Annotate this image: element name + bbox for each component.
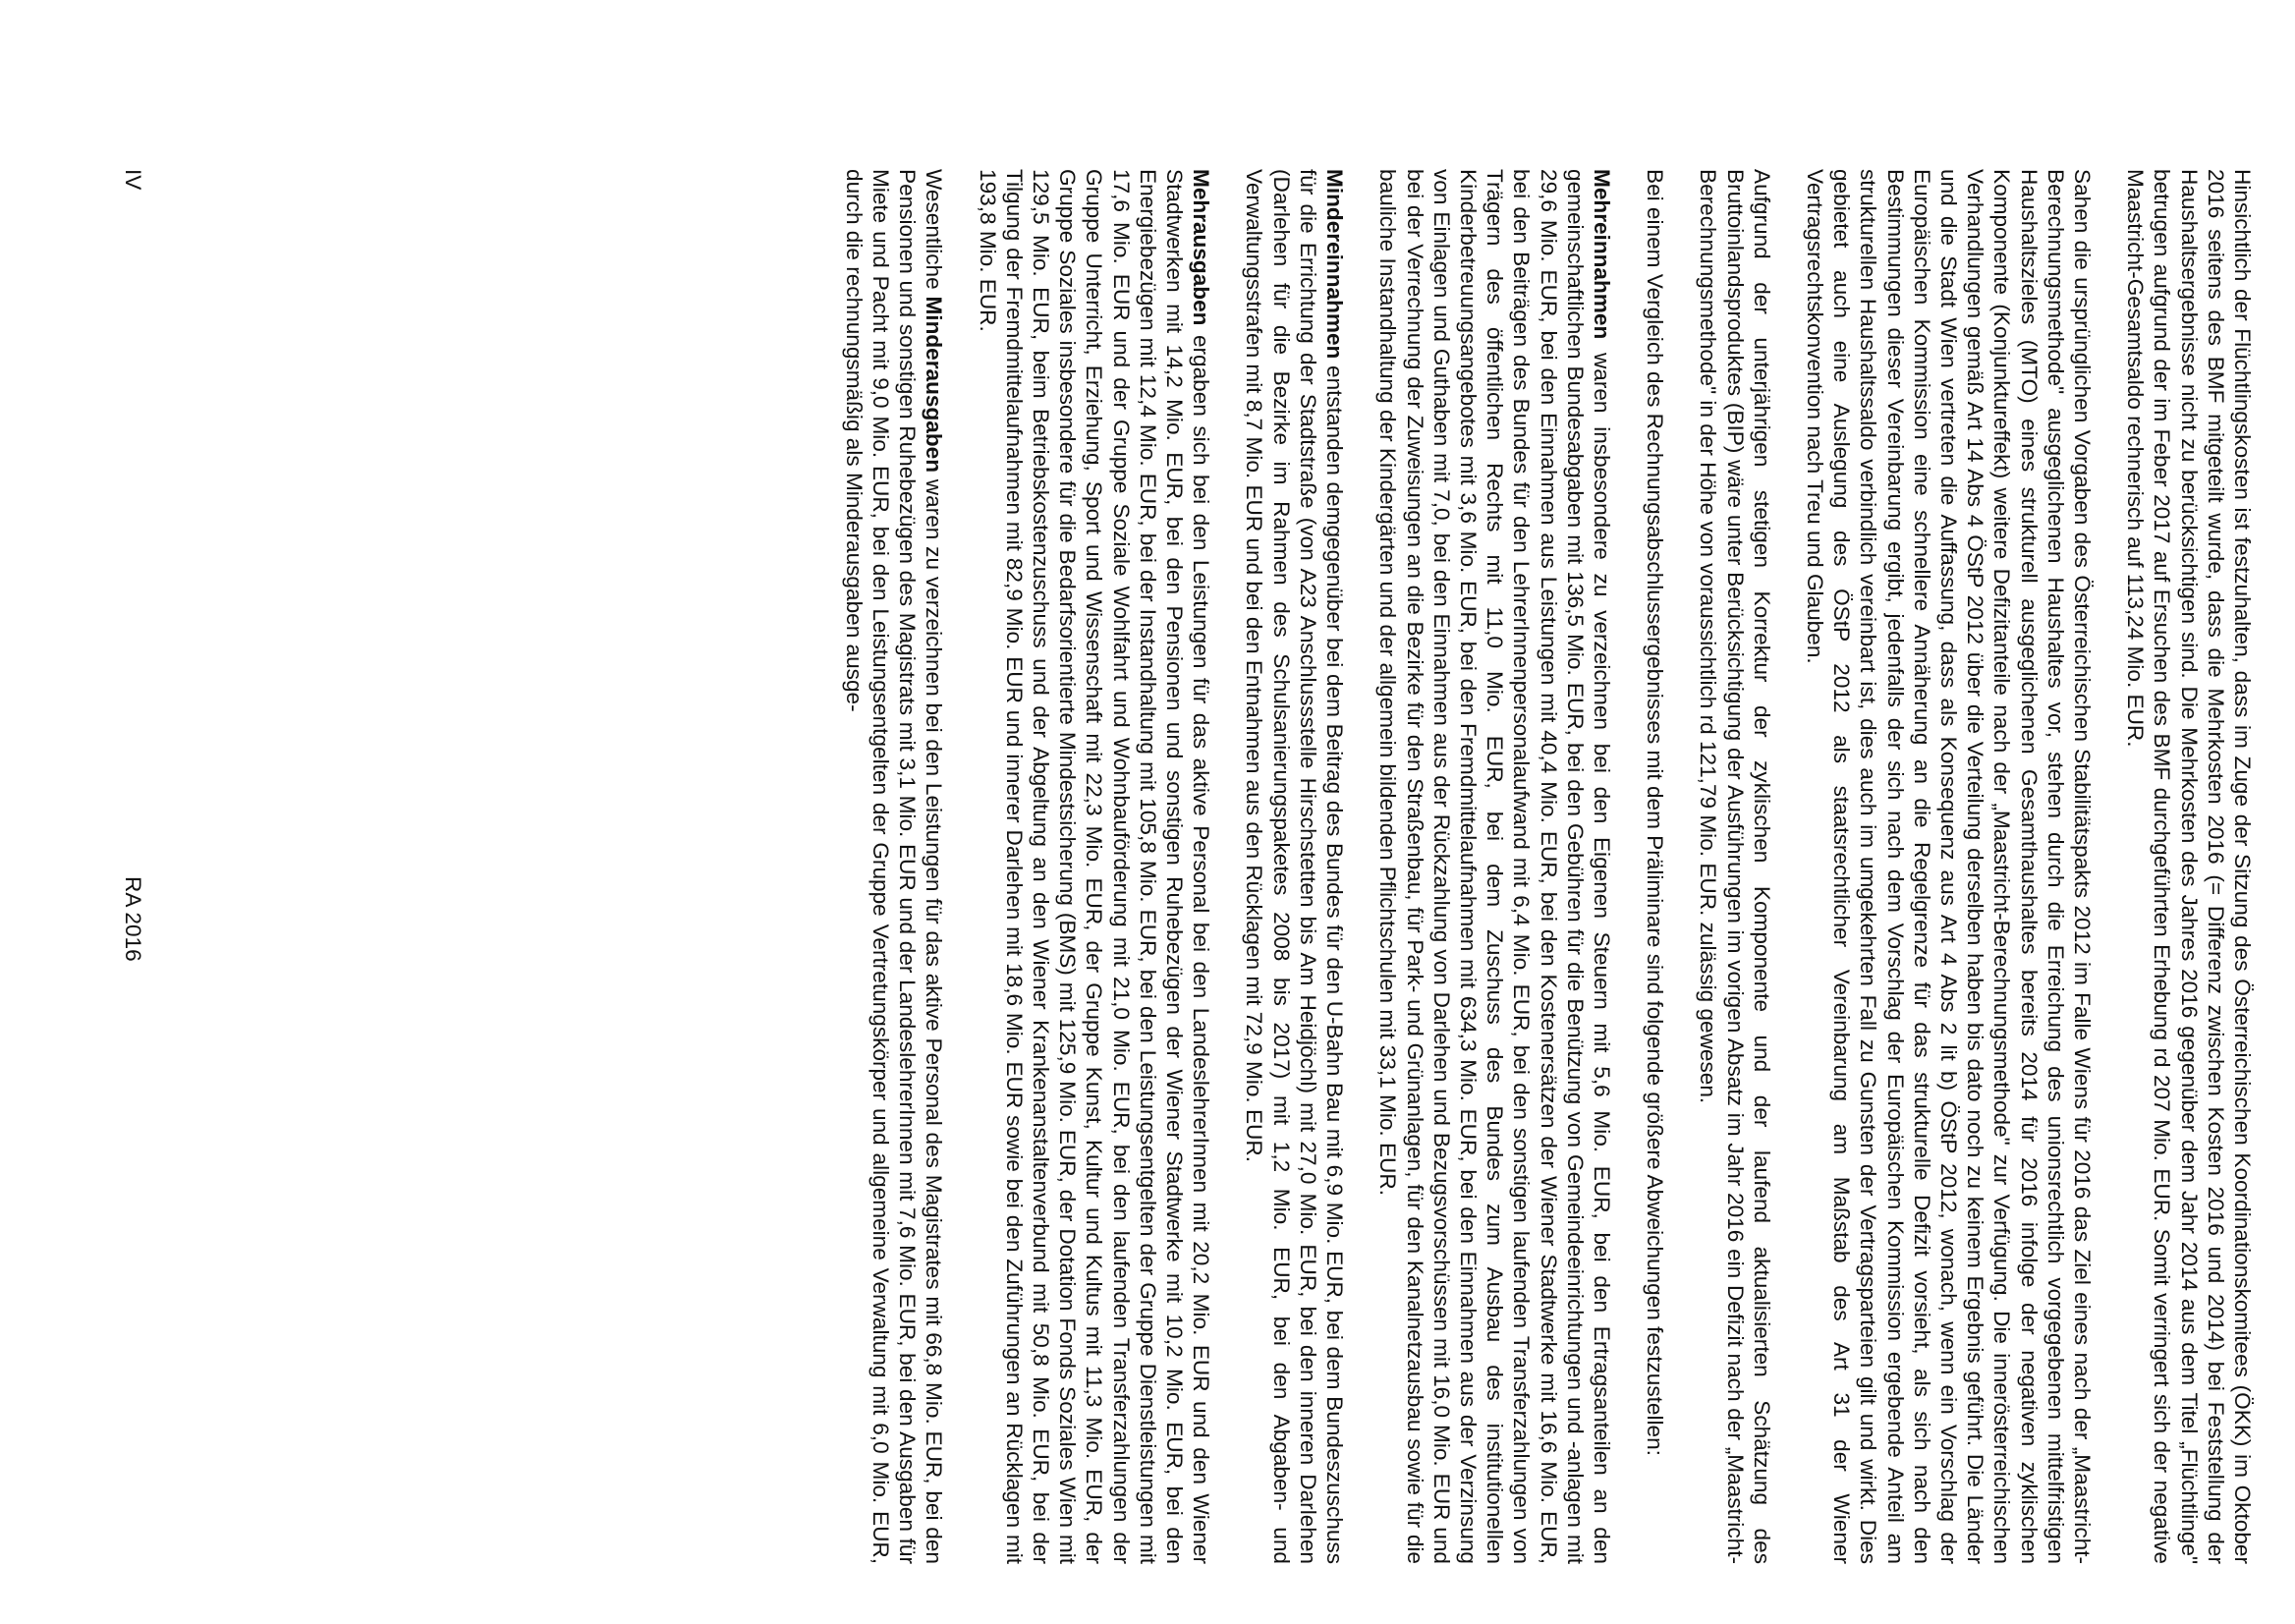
paragraph-mindereinnahmen xyxy=(1241,169,1348,1564)
paragraph-vergleich: Bei einem Vergleich des Rechnungsabschlussergebnisses mit dem Präliminare sind folgende größere Abweichungen festzustellen: xyxy=(1643,169,1668,1456)
paragraph-minderausgaben xyxy=(841,169,948,1564)
paragraph-stabilitaetspakt: Sahen die ursprünglichen Vorgaben des Österreichischen Stabilitätspakts 2012 im Falle Wiens für 2016 das Ziel eines nach der „Maastricht-Berechnungsmethode" ausgeglichenen Haushaltes vor, stehen durch die Erreichung des unionsrechtlich vorgegebenen mittelfristigen Haushaltszieles (MTO) eines strukturell ausgeglichenen Gesamthaushaltes bereits 2014 für 2016 infolge der negativen zyklischen Komponente (Konjunktureffekt) weitere Defizitanteile nach der „Maastricht-Berechnungsmethode" zur Verfügung. Die innerösterreichischen Verhandlungen gemäß Art 14 Abs 4 ÖStP 2012 über die Verteilung derselben haben bis dato noch zu keinem Ergebnis geführt. Die Länder und die Stadt Wien vertreten die Auffassung, dass als Konsequenz aus Art 4 Abs 2 lit b) ÖStP 2012, wonach, wenn ein Vorschlag der Europäischen Kommission eine schnellere Annäherung an die Regelgrenze für das strukturelle Defizit vorsieht, als sich nach den Bestimmungen dieser Vereinbarung ergibt, jedenfalls der sich nach dem Vorschlag der Europäischen Kommission ergebende Anteil am strukturellen Haushaltssaldo verbindlich vereinbart ist, dies auch im umgekehrten Fall zu Gunsten der Vertragsparteien gilt und wirkt. Dies gebietet auch eine Auslegung des ÖStP 2012 als staatsrechtlicher Vereinbarung am Maßstab des Art 31 der Wiener Vertragsrechtskonvention nach Treu und Glauben. xyxy=(1802,169,2095,1564)
paragraph-mehreinnahmen-text: waren insbesondere zu verzeichnen bei den Eigenen Steuern mit 5,6 Mio. EUR, bei den Ertragsanteilen an den gemeinschaftlichen Bundesabgaben mit 136,5 Mio. EUR, bei den Gebühren für die Benützung von Gemeindeeinrichtungen und -anlagen mit 29,6 Mio. EUR, bei den Einnahmen aus Leistungen mit 40,4 Mio. EUR, bei den Kostenersätzen der Wiener Stadtwerke mit 16,6 Mio. EUR, bei den Beiträgen des Bundes für den LehrerInnenpersonalaufwand mit 6,4 Mio. EUR, bei den sonstigen laufenden Transferzahlungen von Trägern des öffentlichen Rechts mit 11,0 Mio. EUR, bei dem Zuschuss des Bundes zum Ausbau des institutionellen Kinderbetreuungsangebotes mit 3,6 Mio. EUR, bei den Fremdmittelaufnahmen mit 634,3 Mio. EUR, bei den Einnahmen aus der Verzinsung von Einlagen und Guthaben mit 7,0, bei den Einnahmen aus der Rückzahlung von Darlehen und Bezugsvorschüssen mit 16,0 Mio. EUR und bei der Verrechnung der Zuweisungen an die Bezirke für den Straßenbau, für Park- und Grünanlagen, für den Kanalnetzausbau sowie für die bauliche Instandhaltung der Kindergärten und der allgemein bildenden Pflichtschulen mit 33,1 Mio. EUR. xyxy=(1375,169,1614,1564)
paragraph-mehreinnahmen xyxy=(1374,169,1615,1564)
paragraph-mehrausgaben xyxy=(974,169,1214,1564)
paragraph-minderausgaben-prefix: Wesentliche xyxy=(922,169,947,297)
page-number: IV xyxy=(121,169,145,191)
body-text xyxy=(814,169,2256,1564)
paragraph-mindereinnahmen-text: entstanden demgegenüber bei dem Beitrag des Bundes für den U-Bahn Bau mit 6,9 Mio. EUR, bei dem Bundeszuschuss für die Errichtung der Stadtstraße (von A23 Anschlussstelle Hirschstetten bis Am Heidjöchl) mit 27,0 Mio. EUR, bei den inneren Darlehen (Darlehen für die Bezirke im Rahmen des Schulsanierungspaketes 2008 bis 2017) mit 1,2 Mio. EUR, bei den Abgaben- und Verwaltungsstrafen mit 8,7 Mio. EUR und bei den Entnahmen aus den Rücklagen mit 72,9 Mio. EUR. xyxy=(1242,169,1348,1564)
page-footer xyxy=(116,169,145,1564)
paragraph-fluechtlingskosten: Hinsichtlich der Flüchtlingskosten ist festzuhalten, dass im Zuge der Sitzung des Österreichischen Koordinationskomitees (ÖKK) im Oktober 2016 seitens des BMF mitgeteilt wurde, dass die Mehrkosten 2016 (= Differenz zwischen Kosten 2016 und 2014) bei Feststellung der Haushaltsergebnisse nicht zu berücksichtigen sind. Die Mehrkosten des Jahres 2016 gegenüber dem Jahr 2014 aus dem Titel „Flüchtlinge" betrugen aufgrund der im Feber 2017 auf Ersuchen des BMF durchgeführten Erhebung rd 207 Mio. EUR. Somit verringert sich der negative Maastricht-Gesamtsaldo rechnerisch auf 113,24 Mio. EUR. xyxy=(2123,169,2255,1564)
paragraph-mehrausgaben-text: ergaben sich bei den Leistungen für das aktive Personal bei den LandeslehrerInnen mit 20,2 Mio. EUR und den Wiener Stadtwerken mit 14,2 Mio. EUR, bei den Pensionen und sonstigen Ruhebezügen der Wiener Stadtwerke mit 10,2 Mio. EUR, bei den Energiebezügen mit 12,4 Mio. EUR, bei der Instandhaltung mit 105,8 Mio. EUR, bei den Leistungsentgelten der Gruppe Dienstleistungen mit 17,6 Mio. EUR und der Gruppe Soziale Wohlfahrt und Wohnbauförderung mit 21,0 Mio. EUR, bei den laufenden Transferzahlungen der Gruppe Unterricht, Erziehung, Sport und Wissenschaft mit 22,3 Mio. EUR, der Gruppe Kunst, Kultur und Kultus mit 11,3 Mio. EUR, der Gruppe Soziales insbesondere für die Bedarfsorientierte Mindestsicherung (BMS) mit 125,9 Mio. EUR, der Dotation Fonds Soziales Wien mit 129,5 Mio. EUR, beim Betriebskostenzuschuss und der Abgeltung an den Wiener Krankenanstaltenverbund mit 50,8 Mio. EUR, bei der Tilgung der Fremdmittelaufnahmen mit 82,9 Mio. EUR und innerer Darlehen mit 18,6 Mio. EUR sowie bei den Zuführungen an Rücklagen mit 193,8 Mio. EUR. xyxy=(975,169,1214,1564)
report-id: RA 2016 xyxy=(121,876,145,962)
paragraph-minderausgaben-text: waren zu verzeichnen bei den Leistungen für das aktive Personal des Magistrates mit 66,8 Mio. EUR, bei den Pensionen und sonstigen Ruhebezügen des Magistrats mit 3,1 Mio. EUR und der LandeslehrerInnen mit 7,6 Mio. EUR, bei den Ausgaben für Miete und Pacht mit 9,0 Mio. EUR, bei den Leistungsentgelten der Gruppe Vertretungskörper und allgemeine Verwaltung mit 6,0 Mio. EUR, durch die rechnungsmäßig als Minderausgaben ausge- xyxy=(841,169,947,1564)
keyword-mehreinnahmen: Mehreinnahmen xyxy=(1589,169,1614,340)
keyword-mindereinnahmen: Mindereinnahmen xyxy=(1322,169,1348,360)
paragraph-defizit: Aufgrund der unterjährigen stetigen Korrektur der zyklischen Komponente und der laufend aktualisierten Schätzung des Bruttoinlandsproduktes (BIP) wäre unter Berücksichtigung der Ausführungen im vorigen Absatz im Jahr 2016 ein Defizit nach der „Maastricht-Berechnungsmethode" in der Höhe von voraussichtlich rd 121,79 Mio. EUR. zulässig gewesen. xyxy=(1696,169,1774,1564)
keyword-minderausgaben: Minderausgaben xyxy=(922,296,947,473)
keyword-mehrausgaben: Mehrausgaben xyxy=(1189,169,1214,326)
